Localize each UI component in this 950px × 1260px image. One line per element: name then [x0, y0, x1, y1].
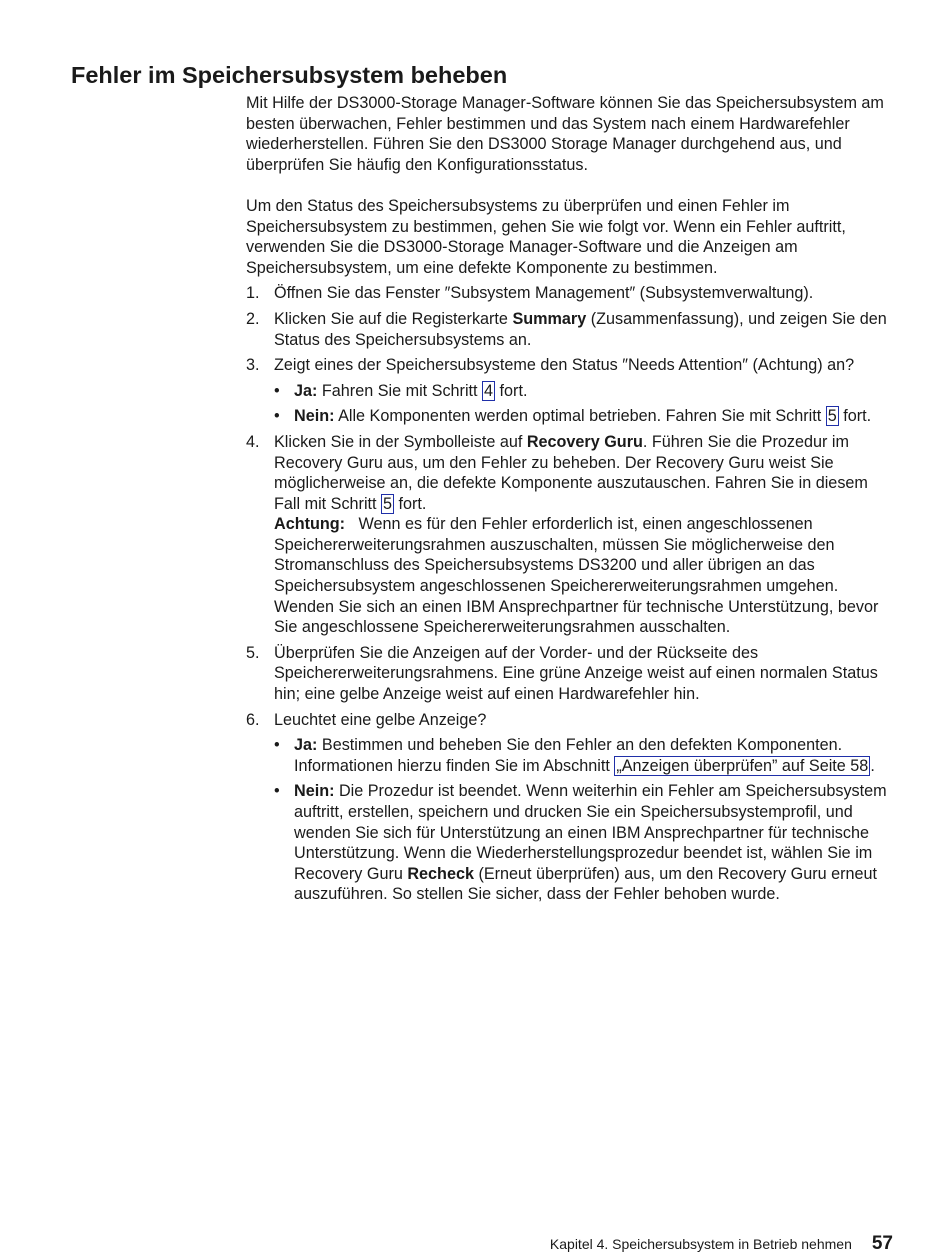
option-text: . — [870, 756, 875, 775]
option-text: Bestimmen und beheben Sie den Fehler an den defekten Komponenten. Informationen hierzu finden Sie im Abschnitt — [294, 736, 843, 775]
step-2 — [246, 309, 894, 350]
chapter-title: Kapitel 4. Speichersubsystem in Betrieb nehmen — [549, 1236, 852, 1252]
step-3-options — [274, 381, 894, 427]
step-6-options — [274, 735, 894, 905]
bullet: • — [274, 736, 280, 755]
step-text: Leuchtet eine gelbe Anzeige? — [274, 710, 487, 729]
intro-paragraph-1: Mit Hilfe der DS3000-Storage Manager-Software können Sie das Speichersubsystem am besten überwachen, Fehler bestimmen und das System nach einem Hardwarefehler wiederherstellen. Führen Sie den DS3000 Storage Manager durchgehend aus, und überprüfen Sie häufig den Konfigurationsstatus. — [246, 94, 884, 174]
step-text: Klicken Sie auf die Registerkarte — [274, 309, 513, 328]
ui-term-summary: Summary — [512, 309, 587, 328]
step-text: Öffnen Sie das Fenster ″Subsystem Management″ (Subsystemverwaltung). — [274, 284, 814, 303]
option-text: Fahren Sie mit Schritt — [317, 381, 483, 400]
step-link[interactable]: 5 — [383, 494, 393, 513]
step-text: . Führen Sie die Prozedur im Recovery Guru aus, um den Fehler zu beheben. Der Recovery Guru weist Sie möglicherweise an, die defekte Komponente auszutauschen. Fahren Sie in diesem Fall mit Schritt — [274, 432, 868, 513]
ui-term-recovery-guru: Recovery Guru — [526, 432, 643, 451]
step-number: 4. — [246, 432, 260, 451]
bullet: • — [274, 381, 280, 400]
intro-paragraph-2: Um den Status des Speichersubsystems zu überprüfen und einen Fehler im Speichersubsystem zu bestimmen, gehen Sie wie folgt vor. Wenn ein Fehler auftritt, verwenden Sie die DS3000-Storage Manager-Software und die Anzeigen am Speichersubsystem, um eine defekte Komponente zu bestimmen. — [246, 196, 846, 277]
step-link[interactable]: 4 — [484, 381, 494, 400]
option-no — [274, 781, 894, 905]
attention-text: Wenn es für den Fehler erforderlich ist, einen angeschlossenen Speichererweiterungsrahmen auszuschalten, müssen Sie möglicherweise den Stromanschluss des Speichersubsystems DS3200 und aller übrigen an das Speichersubsystem angeschlossenen Speichererweiterungsrahmen umgehen. Wenden Sie sich an einen IBM Ansprechpartner für technische Unterstützung, bevor Sie angeschlossene Speichererweiterungsrahmen ausschalten. — [274, 515, 879, 637]
option-label: Nein: — [294, 782, 335, 801]
step-link[interactable]: 5 — [827, 407, 837, 426]
option-text: fort. — [838, 407, 872, 426]
step-list — [246, 283, 894, 905]
bullet: • — [274, 407, 280, 426]
option-text: fort. — [495, 381, 528, 400]
step-number: 6. — [246, 710, 260, 729]
step-text: fort. — [394, 494, 427, 513]
option-yes — [274, 381, 894, 402]
option-label: Ja: — [294, 736, 318, 755]
page-footer — [550, 1233, 893, 1255]
option-yes — [274, 735, 894, 776]
option-text: Die Prozedur ist beendet. Wenn weiterhin ein Fehler am Speichersubsystem auftritt, erstellen, speichern und drucken Sie ein Speichersubsystemprofil, und wenden Sie sich für Unterstützung an einen IBM Ansprechpartner für technische Unterstützung. Wenn die Wiederherstellungsprozedur beendet ist, wählen Sie im Recovery Guru — [294, 782, 887, 883]
cross-reference-link[interactable]: „Anzeigen überprüfen” auf Seite 58 — [616, 756, 869, 775]
step-6 — [246, 710, 894, 905]
page-number: 57 — [871, 1233, 893, 1254]
step-number: 2. — [246, 309, 260, 328]
step-5 — [246, 643, 894, 705]
option-text: Alle Komponenten werden optimal betrieben. Fahren Sie mit Schritt — [334, 407, 826, 426]
ui-term-recheck: Recheck — [407, 864, 474, 883]
step-text: (Zusammenfassung), und zeigen Sie den Status des Speichersubsystems an. — [274, 309, 887, 349]
body-text — [246, 93, 894, 905]
attention-label: Achtung: — [274, 515, 346, 534]
option-label: Nein: — [294, 407, 335, 426]
step-text: Überprüfen Sie die Anzeigen auf der Vorder- und der Rückseite des Speichererweiterungsrahmens. Eine grüne Anzeige weist auf einen normalen Status hin; eine gelbe Anzeige weist auf einen Hardwarefehler hin. — [274, 643, 878, 704]
step-number: 5. — [246, 643, 260, 662]
bullet: • — [274, 782, 280, 801]
option-label: Ja: — [294, 381, 318, 400]
option-text: (Erneut überprüfen) aus, um den Recovery Guru erneut auszuführen. So stellen Sie sicher, dass der Fehler behoben wurde. — [294, 864, 878, 904]
step-1 — [246, 283, 894, 304]
page-heading: Fehler im Speichersubsystem beheben — [71, 62, 508, 88]
attention-note — [274, 514, 894, 638]
step-number: 3. — [246, 356, 260, 375]
step-text: Zeigt eines der Speichersubsysteme den Status ″Needs Attention″ (Achtung) an? — [274, 356, 855, 375]
option-no — [274, 406, 894, 427]
step-4 — [246, 432, 894, 638]
step-text: Klicken Sie in der Symbolleiste auf — [274, 432, 527, 451]
step-number: 1. — [246, 284, 260, 303]
step-3 — [246, 355, 894, 427]
